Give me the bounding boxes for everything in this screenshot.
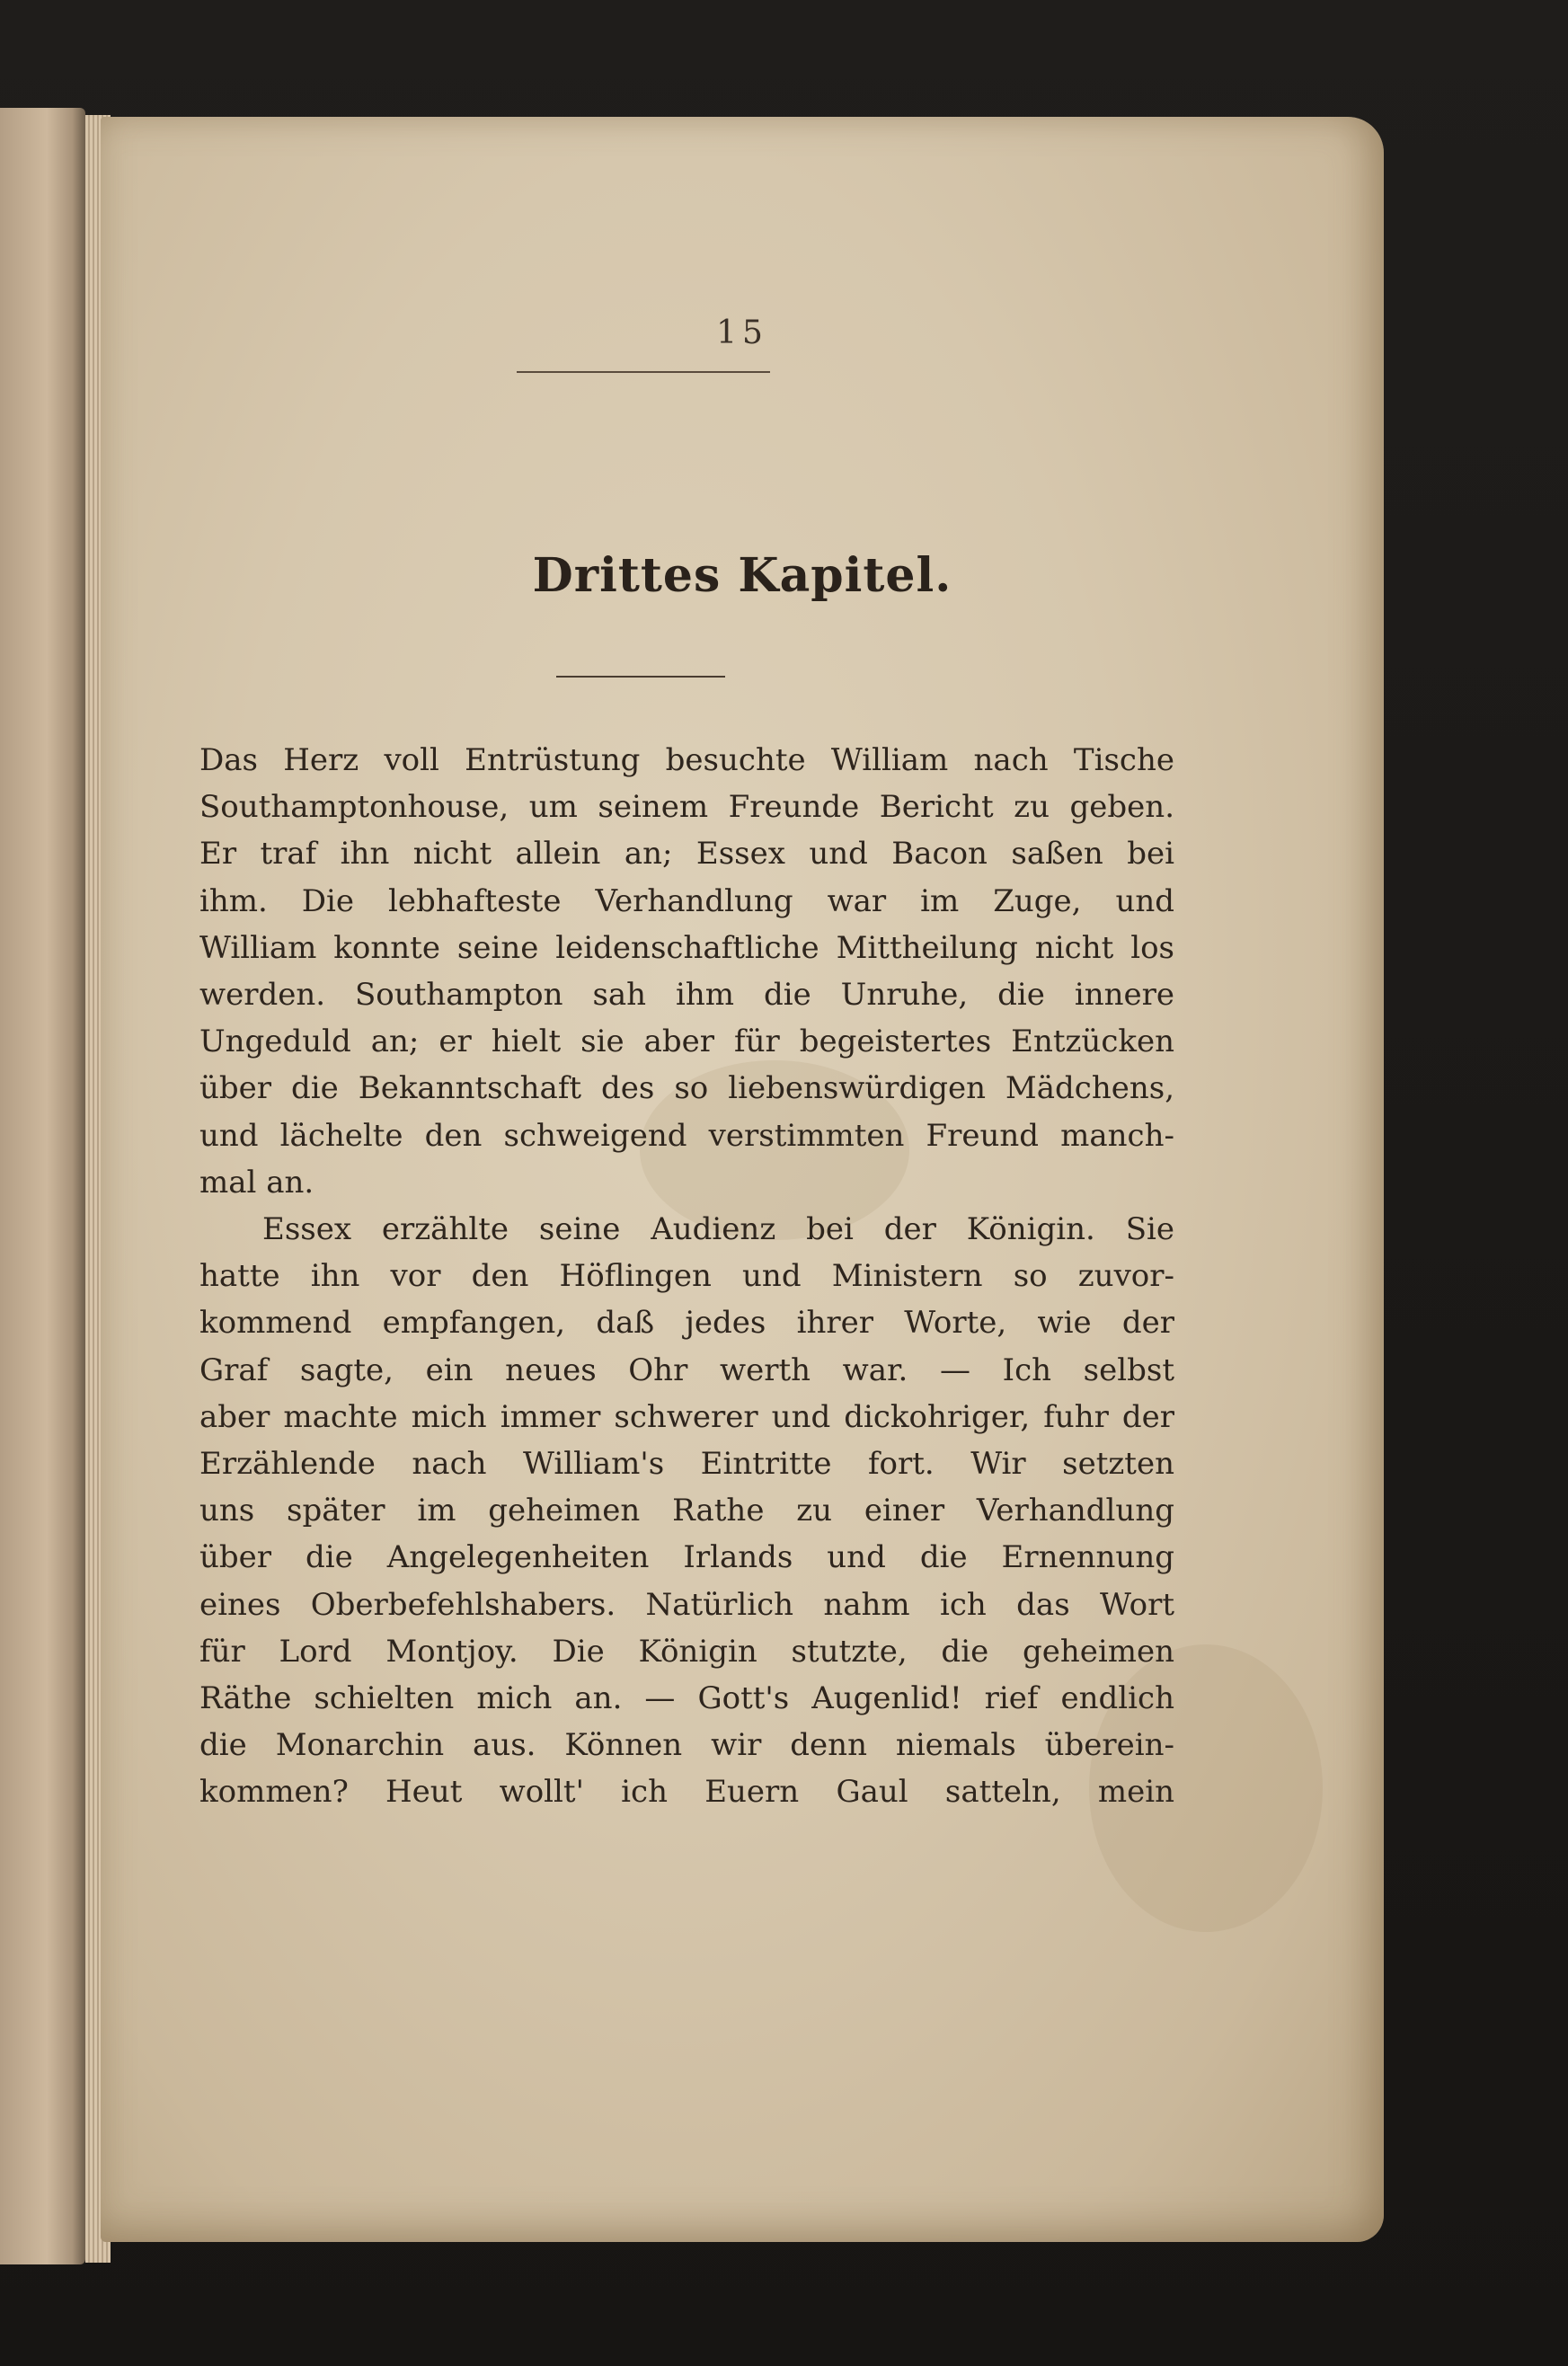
text-line: werden. Southampton sah ihm die Unruhe, die innere xyxy=(199,977,1174,1014)
text-line: eines Oberbefehlshabers. Natürlich nahm ich das Wort xyxy=(199,1586,1174,1623)
header-rule xyxy=(517,371,770,373)
text-line: kommend empfangen, daß jedes ihrer Worte, wie der xyxy=(199,1305,1174,1342)
text-line: mal an. xyxy=(199,1164,314,1201)
text-line: über die Angelegenheiten Irlands und die Ernennung xyxy=(199,1539,1174,1576)
left-page-edge xyxy=(0,108,85,2264)
text-line: die Monarchin aus. Können wir denn niemals überein- xyxy=(199,1727,1174,1764)
chapter-title: Drittes Kapitel. xyxy=(532,548,952,603)
text-line: kommen? Heut wollt' ich Euern Gaul satteln, mein xyxy=(199,1774,1174,1811)
text-line: aber machte mich immer schwerer und dickohriger, fuhr der xyxy=(199,1398,1174,1435)
text-line: ihm. Die lebhafteste Verhandlung war im Zuge, und xyxy=(199,882,1174,919)
text-line: Southamptonhouse, um seinem Freunde Bericht zu geben. xyxy=(199,789,1174,826)
text-line: hatte ihn vor den Höflingen und Ministern so zuvor- xyxy=(199,1258,1174,1295)
text-line: Er traf ihn nicht allein an; Essex und Bacon saßen bei xyxy=(199,836,1174,873)
text-line: Essex erzählte seine Audienz bei der Königin. Sie xyxy=(262,1211,1174,1248)
text-line: Räthe schielten mich an. — Gott's Augenlid! rief endlich xyxy=(199,1680,1174,1717)
text-line: Das Herz voll Entrüstung besuchte William nach Tische xyxy=(199,742,1174,778)
body-text xyxy=(199,737,1174,1816)
text-line: über die Bekanntschaft des so liebenswürdigen Mädchens, xyxy=(199,1070,1174,1107)
book-page xyxy=(101,117,1384,2242)
text-line: und lächelte den schweigend verstimmten Freund manch- xyxy=(199,1117,1174,1154)
page-number: 15 xyxy=(716,315,768,351)
text-line: William konnte seine leidenschaftliche Mittheilung nicht los xyxy=(199,929,1174,966)
text-line: Graf sagte, ein neues Ohr werth war. — Ich selbst xyxy=(199,1351,1174,1388)
text-line: uns später im geheimen Rathe zu einer Verhandlung xyxy=(199,1493,1174,1529)
text-line: Ungeduld an; er hielt sie aber für begeistertes Entzücken xyxy=(199,1023,1174,1060)
text-line: für Lord Montjoy. Die Königin stutzte, die geheimen xyxy=(199,1633,1174,1670)
chapter-rule xyxy=(556,676,725,678)
text-line: Erzählende nach William's Eintritte fort. Wir setzten xyxy=(199,1446,1174,1483)
